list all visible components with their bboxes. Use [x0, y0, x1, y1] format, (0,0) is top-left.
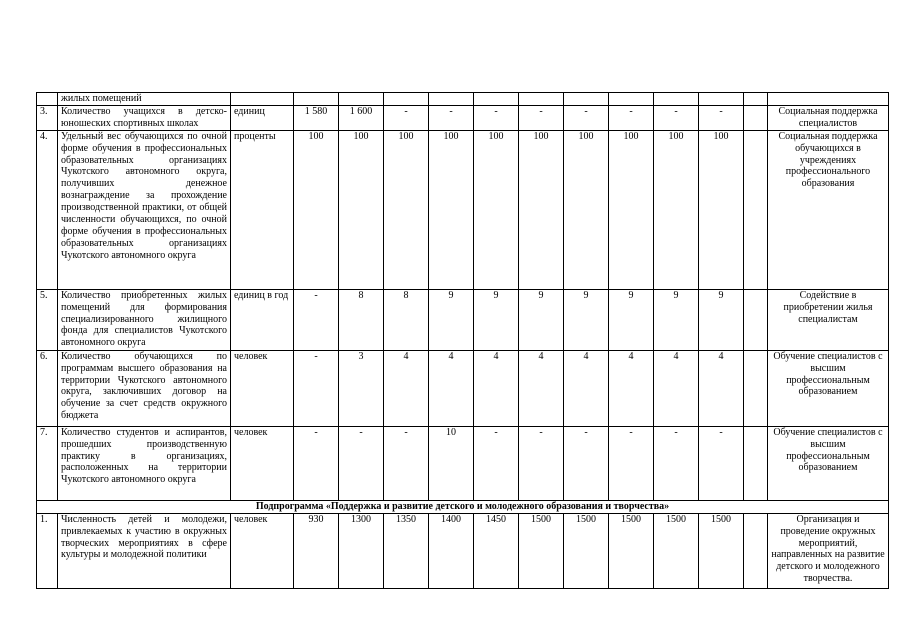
indicator-name: Количество приобретенных жилых помещений для формирования специализированного жилищного фонда для специалистов Чукотского автономного округа: [58, 289, 231, 350]
indicator-name: жилых помещений: [58, 93, 231, 106]
row-number: 3.: [37, 105, 58, 130]
unit-cell: человек: [231, 350, 294, 426]
table-row: [37, 130, 889, 289]
indicators-table: [36, 92, 889, 589]
empty-cell: [744, 350, 768, 426]
value-cell: 8: [339, 289, 384, 350]
value-cell: 1300: [339, 513, 384, 588]
value-cell: 4: [429, 350, 474, 426]
value-cell: 1 580: [294, 105, 339, 130]
empty-cell: [744, 130, 768, 289]
value-cell: 10: [429, 426, 474, 500]
value-cell: 8: [384, 289, 429, 350]
value-cell: 4: [699, 350, 744, 426]
value-cell: -: [294, 289, 339, 350]
value-cell: 1500: [654, 513, 699, 588]
unit-cell: проценты: [231, 130, 294, 289]
indicator-name: Количество обучающихся по программам высшего образования на территории Чукотского автономного округа, заключивших договор на обучение за счет средств окружного бюджета: [58, 350, 231, 426]
value-cell: 4: [519, 350, 564, 426]
measure-cell: Социальная поддержка специалистов: [768, 105, 889, 130]
empty-cell: [744, 513, 768, 588]
value-cell: -: [564, 426, 609, 500]
value-cell: 4: [384, 350, 429, 426]
subprogram-row: [37, 500, 889, 513]
value-cell: -: [519, 105, 564, 130]
table-row: [37, 513, 889, 588]
value-cell: -: [384, 105, 429, 130]
value-cell: -: [339, 426, 384, 500]
value-cell: -: [429, 105, 474, 130]
value-cell: 4: [609, 350, 654, 426]
table-body: [37, 93, 889, 589]
value-cell: -: [654, 426, 699, 500]
value-cell: 1400: [429, 513, 474, 588]
value-cell: 4: [654, 350, 699, 426]
value-cell: -: [474, 426, 519, 500]
row-number: 1.: [37, 513, 58, 588]
value-cell: -: [519, 426, 564, 500]
value-cell: 100: [429, 130, 474, 289]
value-cell: 1500: [699, 513, 744, 588]
indicator-name: Численность детей и молодежи, привлекаемых к участию в окружных творческих мероприятиях в сфере культуры и молодежной политики: [58, 513, 231, 588]
value-cell: 100: [564, 130, 609, 289]
value-cell: 100: [699, 130, 744, 289]
value-cell: 1450: [474, 513, 519, 588]
row-number: [37, 93, 58, 106]
table-row: [37, 289, 889, 350]
value-cell: 1350: [384, 513, 429, 588]
value-cell: -: [699, 105, 744, 130]
value-cell: -: [609, 426, 654, 500]
indicator-name: Количество студентов и аспирантов, прошедших производственную практику в организациях, расположенных на территории Чукотского автономного округа: [58, 426, 231, 500]
unit-cell: человек: [231, 426, 294, 500]
empty-cell: [744, 289, 768, 350]
unit-cell: единиц: [231, 105, 294, 130]
table-row: [37, 93, 889, 106]
value-cell: -: [474, 105, 519, 130]
value-cell: -: [294, 350, 339, 426]
value-cell: 4: [564, 350, 609, 426]
value-cell: 9: [429, 289, 474, 350]
value-cell: 1 600: [339, 105, 384, 130]
measure-cell: Обучение специалистов с высшим профессиональным образованием: [768, 350, 889, 426]
value-cell: -: [609, 105, 654, 130]
value-cell: 930: [294, 513, 339, 588]
value-cell: -: [564, 105, 609, 130]
measure-cell: Содействие в приобретении жилья специалистам: [768, 289, 889, 350]
value-cell: 100: [474, 130, 519, 289]
value-cell: 3: [339, 350, 384, 426]
row-number: 6.: [37, 350, 58, 426]
value-cell: -: [699, 426, 744, 500]
value-cell: -: [384, 426, 429, 500]
table-row: [37, 105, 889, 130]
value-cell: -: [294, 426, 339, 500]
value-cell: 9: [564, 289, 609, 350]
value-cell: 100: [294, 130, 339, 289]
measure-cell: Социальная поддержка обучающихся в учреждениях профессионального образования: [768, 130, 889, 289]
unit-cell: человек: [231, 513, 294, 588]
value-cell: 100: [384, 130, 429, 289]
value-cell: 9: [519, 289, 564, 350]
value-cell: 100: [339, 130, 384, 289]
empty-cell: [744, 426, 768, 500]
indicator-name: Удельный вес обучающихся по очной форме обучения в профессиональных образовательных организациях Чукотского автономного округа, получивших денежное вознаграждение за прохождение производственной практики, от общей численности обучающихся, по очной форме обучения в профессиональных образовательных организациях Чукотского автономного округа: [58, 130, 231, 289]
value-cell: 9: [654, 289, 699, 350]
indicator-name: Количество учащихся в детско-юношеских спортивных школах: [58, 105, 231, 130]
measure-cell: Обучение специалистов с высшим профессиональным образованием: [768, 426, 889, 500]
row-number: 4.: [37, 130, 58, 289]
value-cell: -: [654, 105, 699, 130]
table-row: [37, 350, 889, 426]
value-cell: 4: [474, 350, 519, 426]
value-cell: 1500: [609, 513, 654, 588]
empty-cell: [744, 105, 768, 130]
value-cell: 1500: [519, 513, 564, 588]
value-cell: 1500: [564, 513, 609, 588]
measure-cell: Организация и проведение окружных мероприятий, направленных на развитие детского и молодежного творчества.: [768, 513, 889, 588]
value-cell: 100: [519, 130, 564, 289]
unit-cell: единиц в год: [231, 289, 294, 350]
value-cell: 100: [609, 130, 654, 289]
value-cell: 9: [699, 289, 744, 350]
table-row: [37, 426, 889, 500]
value-cell: 9: [474, 289, 519, 350]
row-number: 7.: [37, 426, 58, 500]
subprogram-title: Подпрограмма «Поддержка и развитие детского и молодежного образования и творчества»: [37, 500, 889, 513]
row-number: 5.: [37, 289, 58, 350]
value-cell: 100: [654, 130, 699, 289]
value-cell: 9: [609, 289, 654, 350]
